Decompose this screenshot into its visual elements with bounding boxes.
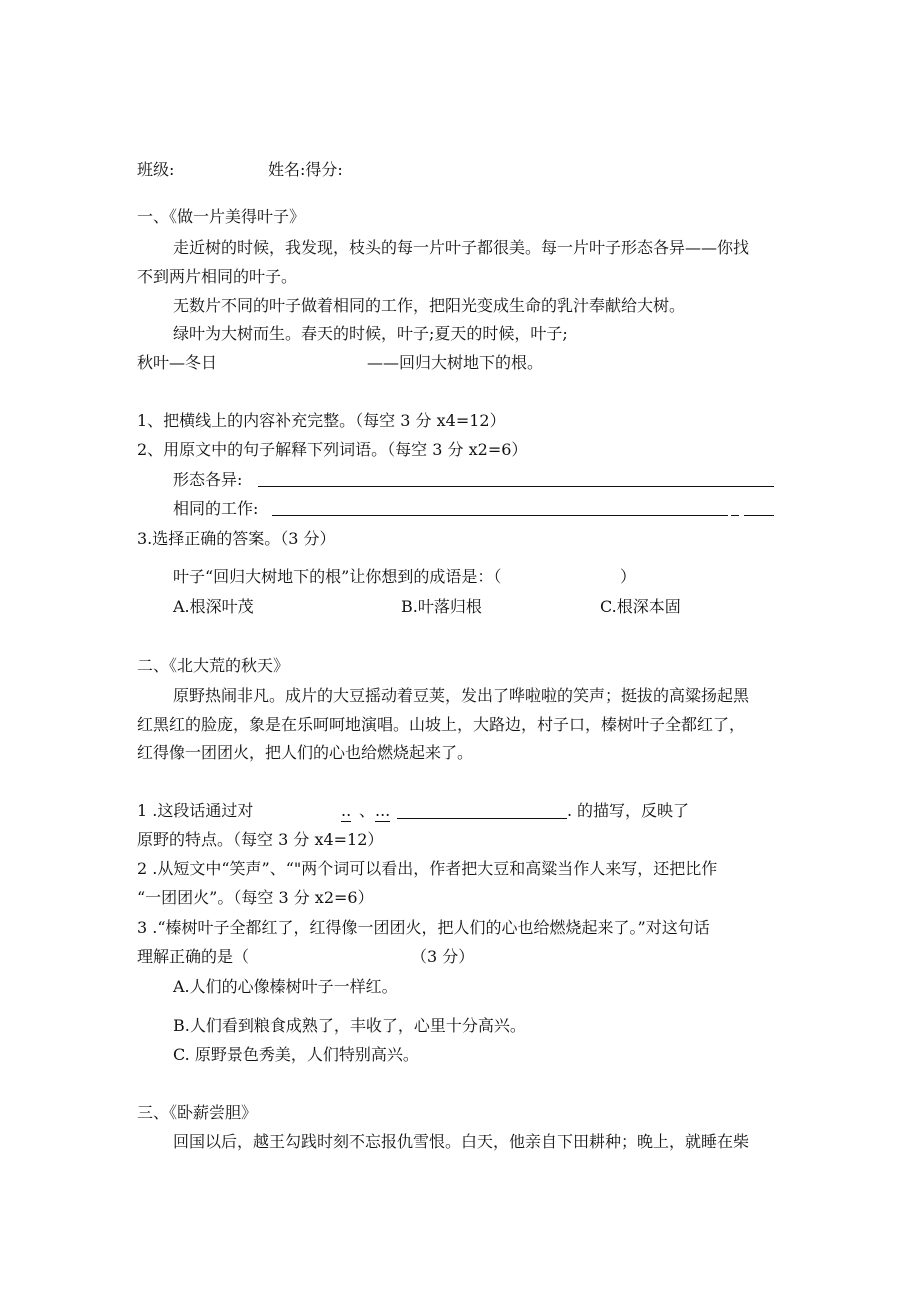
question-stem: 叶子“回归大树地下的根”让你想到的成语是：（ [173, 567, 502, 586]
answer-line[interactable] [258, 486, 774, 487]
section1-question-2: 2、用原文中的句子解释下列词语。（每空 3 分 x2=6） [137, 440, 528, 459]
option-b[interactable]: B.叶落归根 [401, 597, 482, 616]
section1-paragraph: 绿叶为大树而生。春天的时候，叶子;夏天的时候，叶子; [173, 324, 568, 343]
section3-paragraph: 回国以后，越王勾践时刻不忘报仇雪恨。白天，他亲自下田耕种；晚上，就睡在柴 [173, 1132, 750, 1151]
answer-line[interactable] [744, 515, 774, 516]
separator: 、 [359, 801, 376, 820]
option-a[interactable]: A.人们的心像榛树叶子一样红。 [173, 977, 398, 996]
class-label: 班级: [137, 160, 175, 179]
answer-line[interactable] [397, 818, 567, 819]
option-c[interactable]: C. 原野景色秀美，人们特别高兴。 [173, 1045, 419, 1064]
section1-paragraph: 秋叶—冬日 [137, 353, 218, 372]
section2-question-3: 3 .“榛树叶子全都红了，红得像一团团火，把人们的心也给燃烧起来了。”对这句话 [137, 918, 710, 937]
section2-title: 二、《北大荒的秋天》 [137, 656, 290, 675]
section2-question-2: 2 .从短文中“笑声”、“"两个词可以看出，作者把大豆和高粱当作人来写，还把比作 [137, 859, 718, 878]
section1-paragraph: 无数片不同的叶子做着相同的工作，把阳光变成生命的乳汁奉献给大树。 [173, 296, 686, 315]
blank-dots[interactable]: ... [375, 801, 391, 820]
option-c[interactable]: C.根深本固 [600, 597, 681, 616]
section1-question-3: 3.选择正确的答案。（3 分） [137, 529, 336, 548]
section2-paragraph: 红黑红的脸庞，象是在乐呵呵地演唱。山坡上，大路边，村子口，榛树叶子全都红了， [137, 715, 746, 734]
answer-line[interactable] [272, 515, 728, 516]
term-label: 形态各异: [173, 470, 243, 489]
section1-title: 一、《做一片美得叶子》 [137, 207, 306, 226]
section1-paragraph: ——回归大树地下的根。 [367, 353, 544, 372]
section1-question-1: 1、把横线上的内容补充完整。（每空 3 分 x4=12） [137, 411, 506, 430]
answer-line[interactable] [731, 515, 739, 516]
question-text: 理解正确的是（ [137, 947, 250, 966]
section2-paragraph: 原野热闹非凡。成片的大豆摇动着豆荚，发出了哗啦啦的笑声；挺拔的高粱扬起黑 [173, 686, 750, 705]
section3-title: 三、《卧薪尝胆》 [137, 1103, 258, 1122]
blank-dots[interactable]: . [567, 801, 573, 820]
section2-question-1: 1 .这段话通过对 [137, 801, 254, 820]
term-label: 相同的工作: [173, 499, 259, 518]
name-score-label: 姓名:得分: [268, 160, 343, 179]
section2-paragraph: 红得像一团团火，把人们的心也给燃烧起来了。 [137, 743, 474, 762]
option-a[interactable]: A.根深叶茂 [173, 597, 254, 616]
section1-paragraph: 不到两片相同的叶子。 [137, 267, 298, 286]
option-b[interactable]: B.人们看到粮食成熟了，丰收了，心里十分高兴。 [173, 1016, 526, 1035]
question-text: 原野的特点。（每空 3 分 x4=12） [137, 830, 384, 849]
score-label: （3 分） [411, 947, 475, 966]
paren-close: ） [620, 567, 637, 586]
question-text: “一团团火”。（每空 3 分 x2=6） [137, 888, 374, 907]
section1-paragraph: 走近树的时候，我发现，枝头的每一片叶子都很美。每一片叶子形态各异——你找 [173, 238, 750, 257]
question-text: 的描写，反映了 [577, 801, 690, 820]
blank-dots[interactable]: .. [341, 801, 352, 820]
